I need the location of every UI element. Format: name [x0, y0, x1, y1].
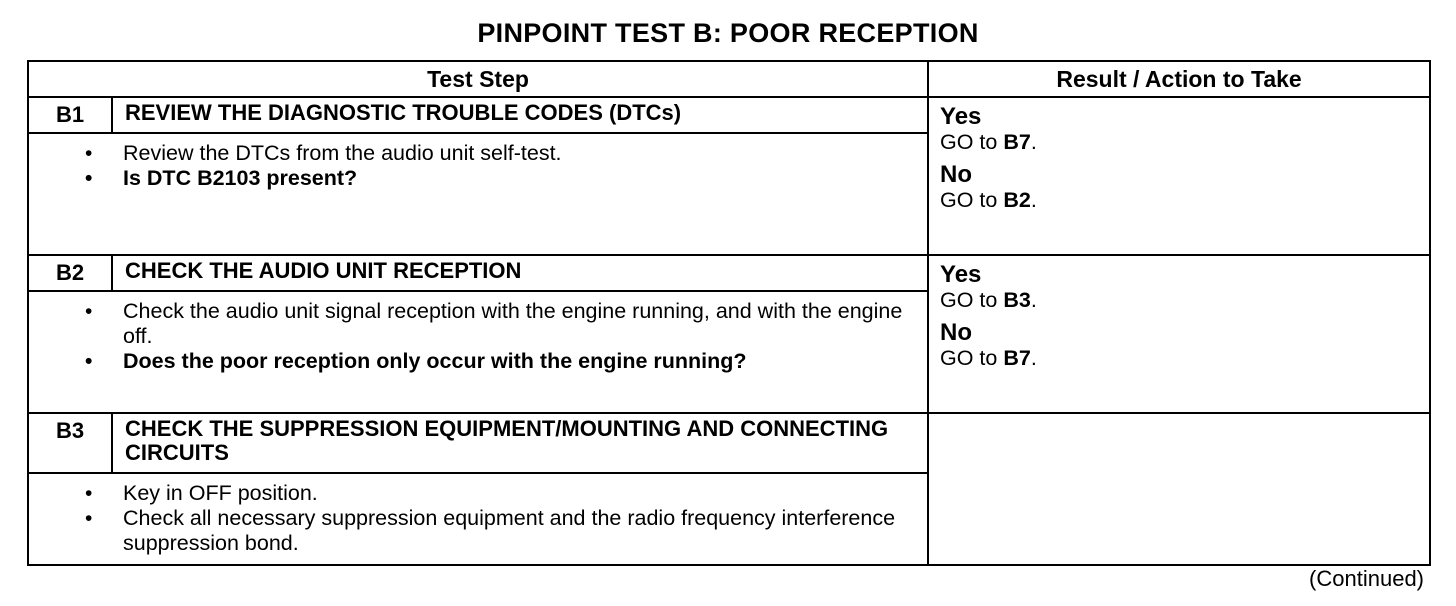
result-cell [928, 413, 1430, 565]
step-body [28, 291, 928, 413]
step-heading-row [28, 255, 1430, 291]
goto-target: B2 [1003, 188, 1031, 212]
result-cell [928, 255, 1430, 413]
step-bullet: • Review the DTCs from the audio unit self-test. [123, 141, 927, 166]
test-step-header: Test Step [28, 61, 928, 97]
no-action: GO to B7. [940, 346, 1037, 370]
goto-target: B7 [1003, 130, 1031, 154]
goto-target: B3 [1003, 288, 1031, 312]
step-heading-row [28, 413, 1430, 473]
no-action: GO to B2. [940, 188, 1037, 212]
pinpoint-test-table [27, 60, 1431, 566]
step-code: B1 [28, 97, 112, 133]
result-cell [928, 97, 1430, 255]
table-header-row [28, 61, 1430, 97]
step-question: • Does the poor reception only occur with the engine running? [123, 349, 927, 374]
yes-label: Yes [940, 261, 982, 288]
result-header: Result / Action to Take [928, 61, 1430, 97]
step-body [28, 473, 928, 565]
no-label: No [940, 161, 973, 188]
page-title: PINPOINT TEST B: POOR RECEPTION [477, 18, 979, 48]
step-body [28, 133, 928, 255]
step-heading: CHECK THE SUPPRESSION EQUIPMENT/MOUNTING AND CONNECTING CIRCUITS [112, 413, 928, 473]
continued-label: (Continued) [1309, 566, 1424, 591]
yes-label: Yes [940, 103, 982, 130]
step-heading: CHECK THE AUDIO UNIT RECEPTION [112, 255, 928, 291]
no-label: No [940, 319, 973, 346]
yes-action: GO to B7. [940, 130, 1037, 154]
step-bullet: • Check all necessary suppression equipment and the radio frequency interference suppression bond. [123, 506, 927, 556]
goto-target: B7 [1003, 346, 1031, 370]
step-code: B3 [28, 413, 112, 473]
yes-action: GO to B3. [940, 288, 1037, 312]
step-bullet: • Check the audio unit signal reception with the engine running, and with the engine off. [123, 299, 927, 349]
step-bullet: • Key in OFF position. [123, 481, 927, 506]
step-heading-row [28, 97, 1430, 133]
step-question: • Is DTC B2103 present? [123, 166, 927, 191]
step-code: B2 [28, 255, 112, 291]
step-heading: REVIEW THE DIAGNOSTIC TROUBLE CODES (DTCs) [112, 97, 928, 133]
